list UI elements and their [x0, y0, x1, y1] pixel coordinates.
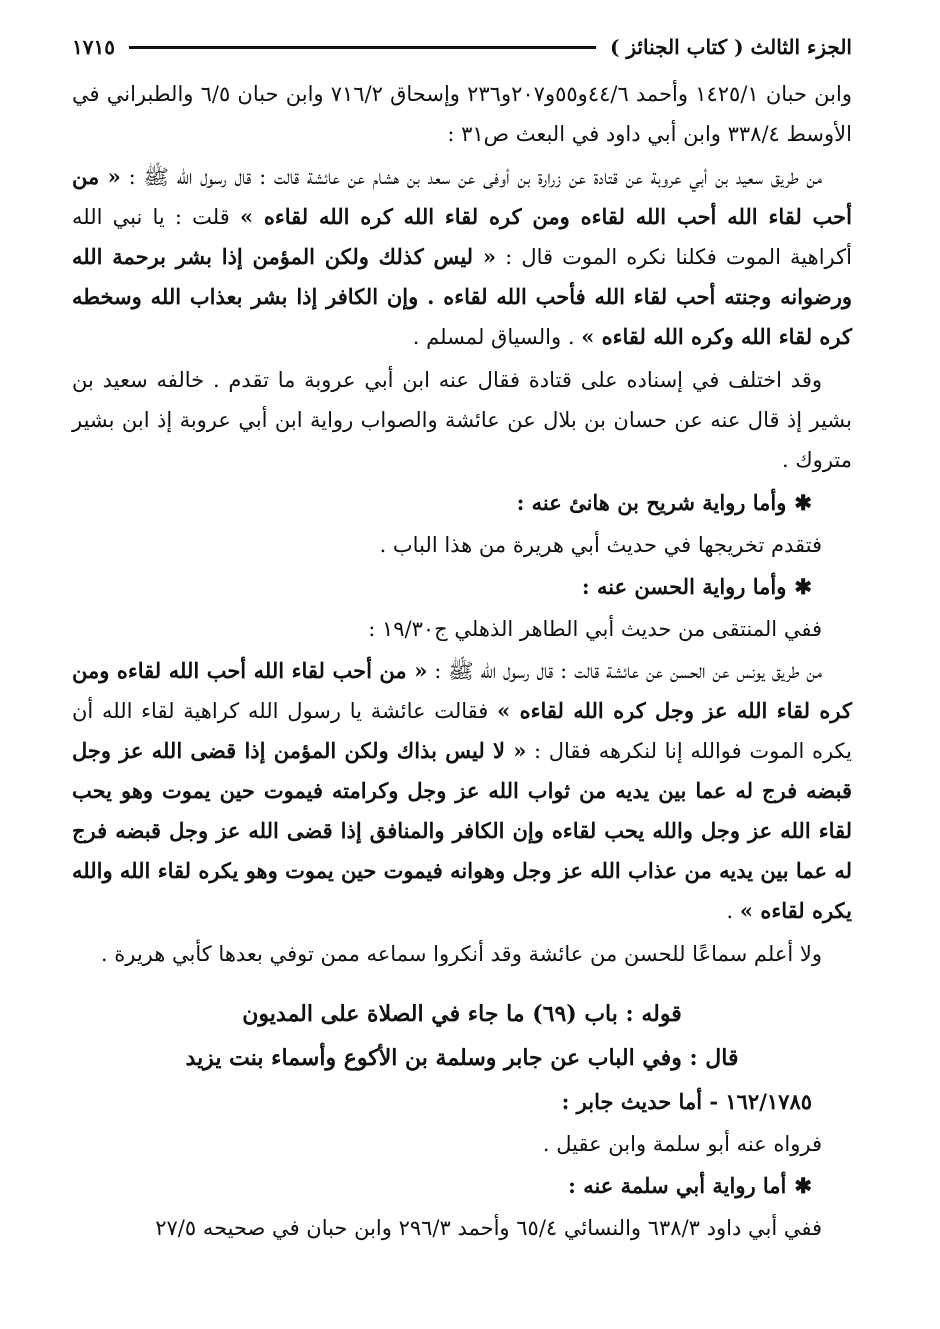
- reference-paragraph: فتقدم تخريجها في حديث أبي هريرة من هذا الباب .: [379, 533, 822, 557]
- asterisk-icon: ✱: [794, 574, 812, 599]
- isnad-text: من طريق يونس عن الحسن عن عائشة قالت : قال رسول الله ﷺ :: [434, 659, 823, 683]
- attribution-text: . والسياق لمسلم .: [412, 325, 575, 349]
- chapter-subheading: قال : وفي الباب عن جابر وسلمة بن الأكوع وأسماء بنت يزيد: [185, 1045, 739, 1071]
- page-body: [72, 74, 852, 1248]
- subheading-hasan: ✱وأما رواية الحسن عنه :: [581, 574, 812, 599]
- hadith-paragraph-aisha: [72, 157, 852, 357]
- commentary-paragraph: وقد اختلف في إسناده على قتادة فقال عنه ابن أبي عروبة ما تقدم . خالفه سعيد بن بشير إذ قال عنه عن حسان بن بلال عن عائشة والصواب رواية ابن أبي عروبة إذ ابن بشير متروك .: [72, 368, 852, 472]
- chapter-heading: قوله : باب (٦٩) ما جاء في الصلاة على المديون: [242, 1001, 682, 1027]
- end-mark: .: [726, 899, 734, 923]
- hadith-number-heading: ١٦٢/١٧٨٥ - أما حديث جابر :: [561, 1089, 812, 1114]
- question-text: قلت : يا نبي الله أكراهية الموت فكلنا نكره الموت قال :: [72, 205, 852, 269]
- matn-text: « من أحب لقاء الله أحب الله لقاءه ومن كره لقاء الله عز وجل كره الله لقاءه »: [72, 658, 852, 723]
- running-title: الجزء الثالث ( كتاب الجنائز ): [609, 35, 852, 59]
- closing-remark: ولا أعلم سماعًا للحسن من عائشة وقد أنكروا سماعه ممن توفي بعدها كأبي هريرة .: [100, 942, 822, 966]
- narrators-paragraph: فرواه عنه أبو سلمة وابن عقيل .: [542, 1132, 822, 1156]
- source-paragraph: ففي المنتقى من حديث أبي الطاهر الذهلي ج١٩/٣٠ :: [368, 617, 822, 641]
- hadith-paragraph-hasan: [72, 651, 852, 931]
- final-citation: ففي أبي داود ٦٣٨/٣ والنسائي ٦٥/٤ وأحمد ٢٩٦/٣ وابن حبان في صحيحه ٢٧/٥: [155, 1216, 822, 1240]
- answer-text: « ليس كذلك ولكن المؤمن إذا بشر برحمة الله ورضوانه وجنته أحب لقاء الله فأحب الله لقاءه . وإن الكافر إذا بشر بعذاب الله وسخطه كره لقاء الله وكره الله لقاءه »: [72, 244, 852, 349]
- question-text: فقالت عائشة يا رسول الله كراهية لقاء الله أن يكره الموت فوالله إنا لنكرهه فقال :: [72, 699, 852, 763]
- page-header: [72, 30, 852, 64]
- header-rule: [129, 46, 596, 49]
- citation-paragraph: وابن حبان ١٤٢٥/١ وأحمد ٤٤/٦و٥٥و٢٠٧و٢٣٦ وإسحاق ٧١٦/٢ وابن حبان ٦/٥ والطبراني في الأوسط ٣٣٨/٤ وابن أبي داود في البعث ص٣١ :: [72, 82, 852, 146]
- answer-text: « لا ليس بذاك ولكن المؤمن إذا قضى الله عز وجل قبضه فرج له عما بين يديه من ثواب الله عز وجل وكرامته فيموت حين يموت وهو يحب لقاء الله عز وجل والله يحب لقاءه وإن الكافر والمنافق إذا قضى الله عز وجل قبضه فرج له عما بين يديه من عذاب الله عز وجل وهوانه فيموت حين يموت وهو يكره لقاء الله والله يكره لقاءه »: [72, 738, 852, 923]
- page-number: ١٧١٥: [72, 35, 115, 59]
- isnad-text: من طريق سعيد بن أبي عروبة عن قتادة عن زرارة بن أوفى عن سعد بن هشام عن عائشة قالت : قال رسول الله ﷺ :: [128, 165, 822, 189]
- matn-text: « من أحب لقاء الله أحب الله لقاءه ومن كره لقاء الله كره الله لقاءه »: [72, 164, 852, 229]
- asterisk-icon: ✱: [794, 1173, 812, 1198]
- asterisk-icon: ✱: [794, 490, 812, 515]
- subheading-shurayh: ✱وأما رواية شريح بن هانئ عنه :: [516, 490, 812, 515]
- subheading-abu-salama: ✱أما رواية أبي سلمة عنه :: [568, 1173, 812, 1198]
